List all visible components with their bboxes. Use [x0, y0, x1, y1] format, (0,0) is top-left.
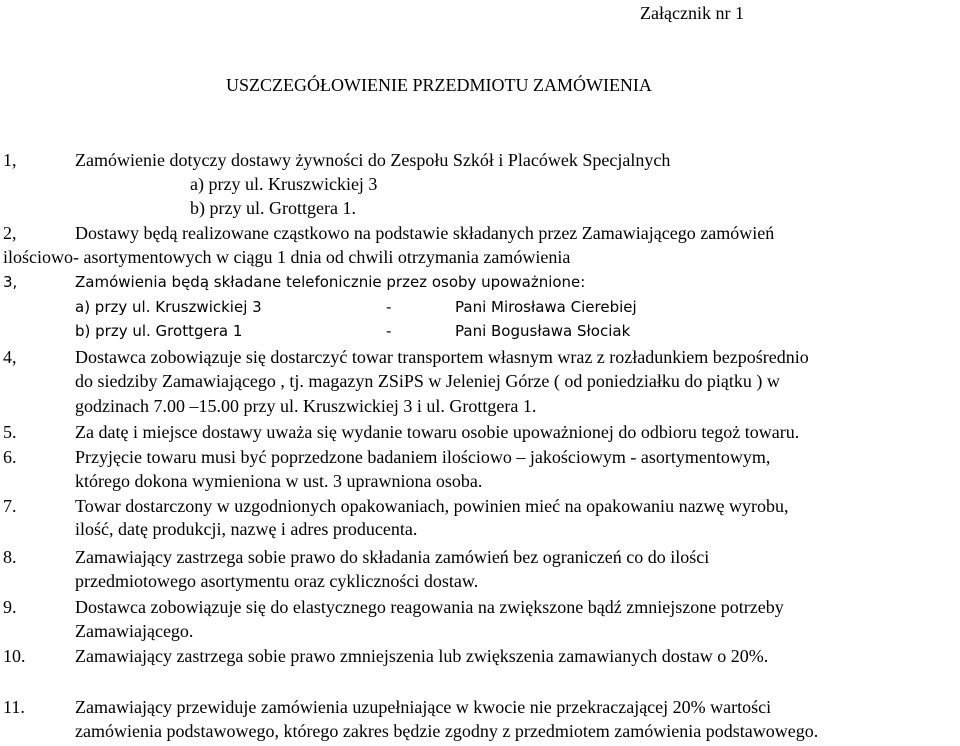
item-9-line-2: Zamawiającego.: [75, 621, 194, 641]
item-8-number: 8.: [3, 547, 17, 567]
item-1-text: Zamówienie dotyczy dostawy żywności do Zespołu Szkół i Placówek Specjalnych: [75, 150, 671, 170]
item-2-line-2: ilościowo- asortymentowych w ciągu 1 dnia od chwili otrzymania zamówienia: [3, 247, 571, 267]
item-3-row-b-dash: -: [386, 322, 392, 340]
item-3-number: 3,: [3, 273, 18, 291]
item-10-number: 10.: [3, 646, 26, 666]
item-4-line-3: godzinach 7.00 –15.00 przy ul. Kruszwickiej 3 i ul. Grottgera 1.: [75, 396, 537, 416]
item-4-line-2: do siedziby Zamawiającego , tj. magazyn ZSiPS w Jeleniej Górze ( od poniedziałku do piątku ) w: [75, 371, 780, 391]
item-8-line-2: przedmiotowego asortymentu oraz cykliczności dostaw.: [75, 571, 479, 591]
item-8-line-1: Zamawiający zastrzega sobie prawo do składania zamówień bez ograniczeń co do ilości: [75, 547, 710, 567]
item-1-number: 1,: [3, 150, 17, 170]
item-7-number: 7.: [3, 496, 17, 516]
item-3-row-a-person: Pani Mirosława Cierebiej: [455, 298, 637, 316]
item-6-line-1: Przyjęcie towaru musi być poprzedzone badaniem ilościowo – jakościowym - asortymentowym,: [75, 447, 771, 467]
item-3-row-a-address: a) przy ul. Kruszwickiej 3: [75, 298, 262, 316]
document-title: USZCZEGÓŁOWIENIE PRZEDMIOTU ZAMÓWIENIA: [226, 75, 652, 95]
item-7-line-1: Towar dostarczony w uzgodnionych opakowaniach, powinien mieć na opakowaniu nazwę wyrobu,: [75, 496, 789, 516]
item-4-number: 4,: [3, 347, 17, 367]
item-10-line-1: Zamawiający zastrzega sobie prawo zmniejszenia lub zwiększenia zamawianych dostaw o 20%.: [75, 646, 769, 666]
item-4-line-1: Dostawca zobowiązuje się dostarczyć towar transportem własnym wraz z rozładunkiem bezpośrednio: [75, 347, 809, 367]
item-5-line-1: Za datę i miejsce dostawy uważa się wydanie towaru osobie upoważnionej do odbioru tegoż towaru.: [75, 422, 800, 442]
item-9-line-1: Dostawca zobowiązuje się do elastycznego reagowania na zwiększone bądź zmniejszone potrzeby: [75, 597, 784, 617]
item-6-line-2: którego dokona wymieniona w ust. 3 uprawniona osoba.: [75, 471, 483, 491]
item-3-row-a-dash: -: [386, 298, 392, 316]
item-9-number: 9.: [3, 597, 17, 617]
attachment-label: Załącznik nr 1: [640, 3, 744, 23]
item-2-line-1: Dostawy będą realizowane cząstkowo na podstawie składanych przez Zamawiającego zamówień: [75, 223, 775, 243]
item-11-line-2: zamówienia podstawowego, którego zakres będzie zgodny z przedmiotem zamówienia podstawowego.: [75, 721, 819, 741]
item-11-number: 11.: [3, 697, 25, 717]
item-6-number: 6.: [3, 447, 17, 467]
item-3-row-b-person: Pani Bogusława Słociak: [455, 322, 631, 340]
item-3-row-b-address: b) przy ul. Grottgera 1: [75, 322, 243, 340]
item-1-sub-a: a) przy ul. Kruszwickiej 3: [190, 174, 378, 194]
item-3-text: Zamówienia będą składane telefonicznie przez osoby upoważnione:: [75, 273, 586, 291]
item-7-line-2: ilość, datę produkcji, nazwę i adres producenta.: [75, 519, 418, 539]
item-11-line-1: Zamawiający przewiduje zamówienia uzupełniające w kwocie nie przekraczającej 20% wartości: [75, 697, 772, 717]
item-1-sub-b: b) przy ul. Grottgera 1.: [190, 198, 356, 218]
item-2-number: 2,: [3, 223, 17, 243]
item-5-number: 5.: [3, 422, 17, 442]
